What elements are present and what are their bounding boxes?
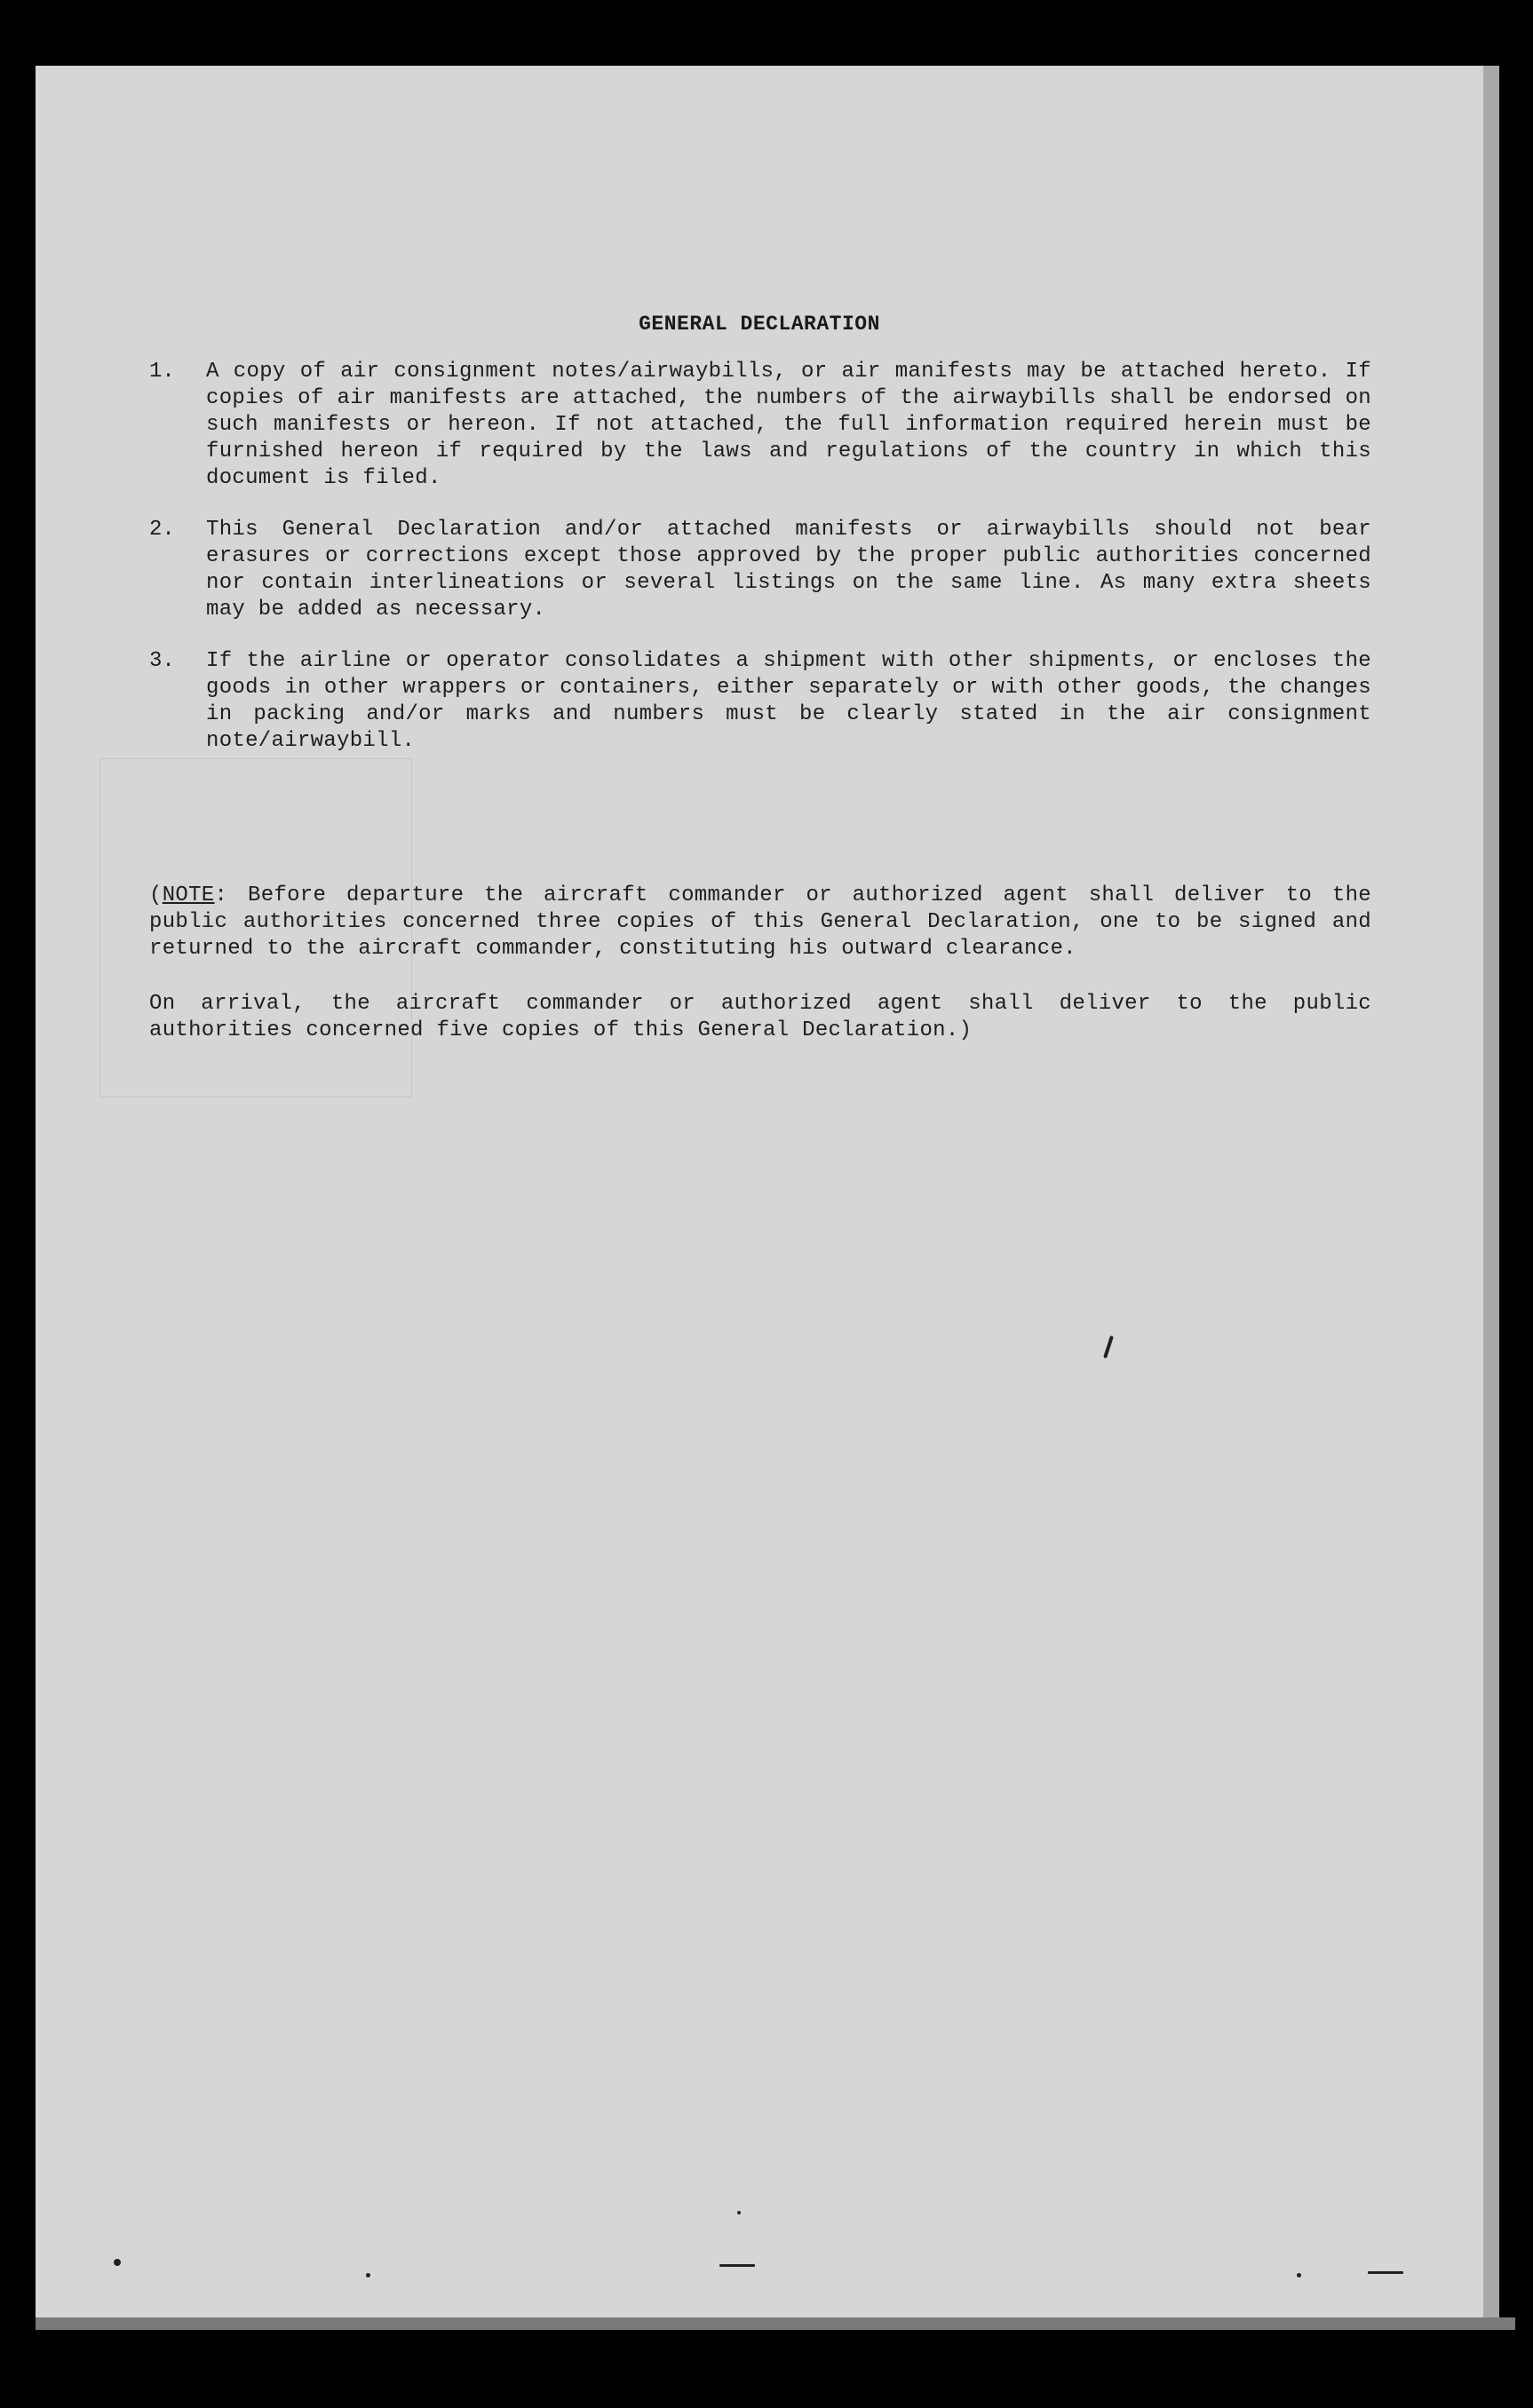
scan-speck (114, 2259, 121, 2266)
note-text: Before departure the aircraft commander or authorized agent shall deliver to the public authorities concerned three copies of this General Declaration, one to be signed and returned to the aircraft commander, constituting his outward clearance. (149, 883, 1371, 961)
list-item (149, 648, 1371, 755)
scan-speck (719, 2264, 755, 2267)
note-label: NOTE (162, 883, 215, 907)
scan-speck (1297, 2273, 1301, 2277)
note-paragraph (149, 883, 1371, 962)
document-page (36, 66, 1499, 2317)
scan-speck (737, 2211, 741, 2214)
item-number: 3. (149, 649, 175, 673)
list-item (149, 359, 1371, 492)
scan-speck (1103, 1335, 1114, 1358)
item-number: 2. (149, 518, 175, 542)
note-colon: : (214, 883, 228, 907)
scan-speck (1368, 2271, 1403, 2274)
item-text: This General Declaration and/or attached manifests or airwaybills should not bear erasures or corrections except those approved by the proper public authorities concerned nor contain interlineations or several listings on the same line. As many extra sheets may be added as necessary. (206, 518, 1371, 622)
page-bottom-edge (36, 2317, 1515, 2330)
arrival-paragraph: On arrival, the aircraft commander or authorized agent shall deliver to the public authorities concerned five copies of this General Declaration.) (149, 992, 1371, 1042)
item-number: 1. (149, 360, 175, 384)
note-open-paren: ( (149, 883, 163, 907)
list-item (149, 517, 1371, 623)
declaration-items (149, 359, 1371, 780)
scan-speck (366, 2273, 370, 2277)
item-text: If the airline or operator consolidates a shipment with other shipments, or encloses the goods in other wrappers or containers, either separately or with other goods, the changes in packing and/or marks and numbers must be clearly stated in the air consignment note/airwaybill. (206, 649, 1371, 753)
item-text: A copy of air consignment notes/airwaybills, or air manifests may be attached hereto. If copies of air manifests are attached, the numbers of the airwaybills shall be endorsed on such manifests or hereon. If not attached, the full information required herein must be furnished hereon if required by the laws and regulations of the country in which this document is filed. (206, 360, 1371, 490)
document-title: GENERAL DECLARATION (639, 313, 880, 336)
